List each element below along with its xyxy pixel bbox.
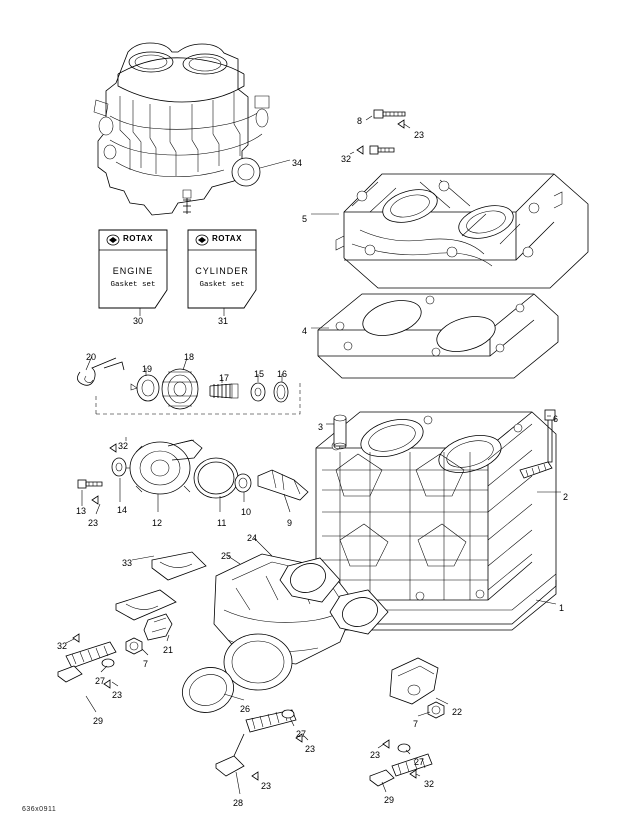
- callout-number: 27: [414, 757, 425, 767]
- part-7-nut: [126, 638, 142, 654]
- callout-number: 27: [95, 676, 106, 686]
- callout-number: 23: [88, 518, 99, 528]
- part-27-spring-washer-lowleft: [102, 659, 114, 667]
- part-34-crankcase: [94, 43, 269, 215]
- part-8-bolt: [374, 110, 405, 118]
- callout-number: 23: [305, 744, 316, 754]
- callout-number: 32: [118, 441, 129, 451]
- part-2-cylinder-block: [316, 412, 559, 624]
- callout-number: 26: [240, 704, 251, 714]
- part-22-bracket-right: [390, 658, 438, 704]
- gasket-bag-subtitle: Gasket set: [110, 281, 156, 289]
- rotax-logo-text: ROTAX: [123, 234, 153, 243]
- part-23-washer-left: [92, 496, 98, 504]
- part-7-nut-right: [428, 702, 444, 718]
- callout-number: 7: [413, 719, 419, 729]
- callout-number: 13: [76, 506, 87, 516]
- callout-number: 6: [553, 414, 559, 424]
- part-4-head-gasket: [318, 294, 558, 378]
- callout-number: 11: [217, 518, 227, 528]
- part-32-washer-top: [357, 146, 363, 154]
- callout-number: 3: [318, 422, 324, 432]
- gasket-bag-title: ENGINE: [112, 266, 154, 276]
- part-23-washer-bottom2: [252, 772, 258, 780]
- callout-number: 23: [261, 781, 272, 791]
- figure-code: 636x0911: [22, 806, 57, 813]
- callout-number: 23: [370, 750, 381, 760]
- part-23-washer-top: [398, 120, 404, 128]
- callout-number: 18: [184, 352, 195, 362]
- callout-number: 14: [117, 505, 128, 515]
- callout-number: 24: [247, 533, 258, 543]
- callout-number: 19: [142, 364, 153, 374]
- callout-number: 32: [341, 154, 352, 164]
- callout-number: 8: [357, 116, 363, 126]
- part-20-spring-clip: [77, 358, 124, 385]
- callout-number: 15: [254, 369, 265, 379]
- callout-number: 1: [559, 603, 565, 613]
- part-16-oring: [274, 382, 288, 402]
- part-5-cylinder-head: [336, 174, 588, 288]
- callout-number: 10: [241, 507, 252, 517]
- gasket-bag-subtitle: Gasket set: [199, 281, 245, 289]
- part-27-spring-washer-bottom: [282, 710, 294, 718]
- part-14-washer: [112, 458, 126, 476]
- callout-number: 23: [414, 130, 425, 140]
- callout-number: 7: [143, 659, 149, 669]
- callout-number: 27: [296, 729, 307, 739]
- callout-number: 4: [302, 326, 308, 336]
- callout-number: 23: [112, 690, 123, 700]
- callout-number: 29: [93, 716, 104, 726]
- part-13-screw: [78, 480, 102, 488]
- callout-number: 30: [133, 316, 144, 326]
- part-19-seal: [131, 375, 159, 401]
- callout-number: 22: [452, 707, 463, 717]
- callout-number: 28: [233, 798, 244, 808]
- callout-number: 2: [563, 492, 569, 502]
- callout-number: 29: [384, 795, 395, 805]
- part-32-bolt-lower: [370, 146, 394, 154]
- callout-number: 16: [277, 369, 288, 379]
- part-28-bolt-long-bottom: [216, 710, 296, 776]
- callout-number: 25: [221, 551, 232, 561]
- part-11-oring-large: [194, 458, 238, 498]
- callout-number: 17: [219, 373, 230, 383]
- part-32-washer-left: [110, 444, 116, 452]
- part-9-impeller-shaft: [258, 470, 308, 500]
- part-27-spring-washer-right: [398, 744, 410, 752]
- part-12-water-pump-cover: [122, 440, 202, 494]
- part-3-dowel-pin: [334, 415, 346, 449]
- part-17-spring: [210, 384, 238, 398]
- part-32-washer-lowleft: [73, 634, 79, 642]
- callout-number: 9: [287, 518, 293, 528]
- part-21-bracket: [144, 614, 172, 640]
- part-15-seal-ring: [251, 383, 265, 401]
- rotax-logo-text: ROTAX: [212, 234, 242, 243]
- gasket-bag-cylinder: [186, 228, 258, 310]
- callout-number: 31: [218, 316, 229, 326]
- gasket-bag-engine: [97, 228, 169, 310]
- callout-number: 33: [122, 558, 133, 568]
- part-18-water-pump-housing: [162, 369, 198, 409]
- callout-number: 5: [302, 214, 308, 224]
- callout-number: 34: [292, 158, 303, 168]
- callout-number: 20: [86, 352, 97, 362]
- gasket-bag-title: CYLINDER: [195, 266, 249, 276]
- callout-number: 32: [57, 641, 68, 651]
- callout-number: 32: [424, 779, 435, 789]
- callout-number: 21: [163, 645, 174, 655]
- part-10-seal-small: [235, 474, 251, 492]
- callout-number: 12: [152, 518, 163, 528]
